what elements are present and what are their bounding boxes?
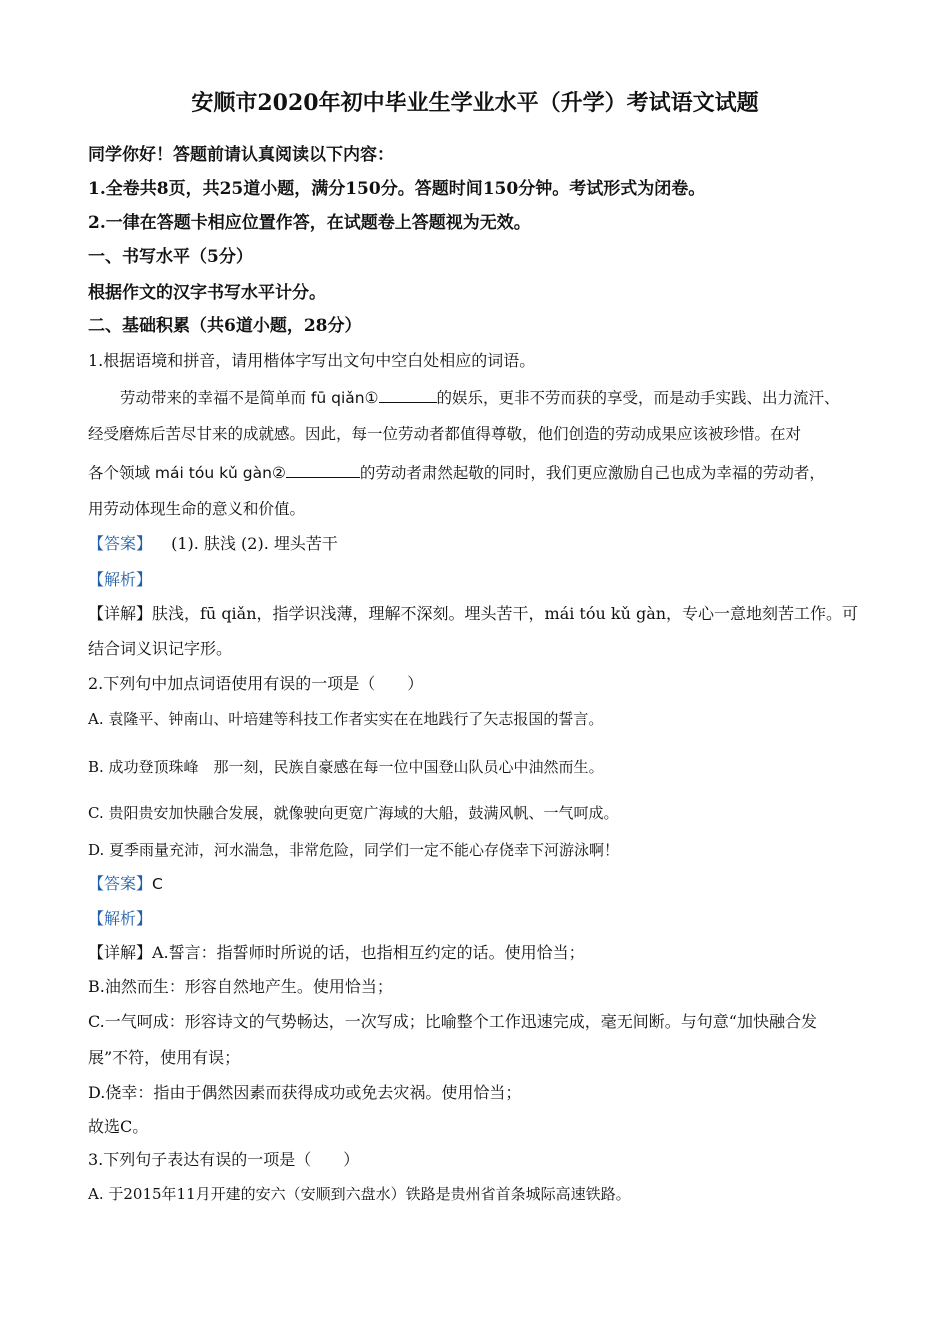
q1-passage-3b: 的劳动者肃然起敬的同时，我们更应激励自己也成为幸福的劳动者， <box>359 464 825 482</box>
q2-detail-b: B.油然而生：形容自然地产生。使用恰当； <box>88 977 393 996</box>
q1-passage-1b: 的娱乐，更非不劳而获的享受，而是动手实践、出力流汗、 <box>436 389 840 407</box>
intro-greeting: 同学你好！答题前请认真阅读以下内容： <box>88 145 394 165</box>
q2-detail-a: 【详解】A.誓言：指誓师时所说的话，也指相互约定的话。使用恰当； <box>88 943 585 962</box>
section1-heading: 一、书写水平（5分） <box>88 247 253 267</box>
blank-1 <box>379 386 437 403</box>
answer-tag: 【答案】 <box>88 874 153 893</box>
intro-note-1: 1.全卷共8页，共25道小题，满分150分。答题时间150分钟。考试形式为闭卷。 <box>88 179 706 199</box>
q1-detail-1: 【详解】肤浅，fū qiǎn，指学识浅薄，理解不深刻。埋头苦干，mái tóu kǔ gàn，专心一意地刻苦工作。可 <box>88 604 859 623</box>
q2-answer-text: C <box>152 875 163 893</box>
q2-stem: 2.下列句中加点词语使用有误的一项是（ ） <box>88 674 424 693</box>
q1-passage-3a: 各个领域 mái tóu kǔ gàn② <box>88 464 286 482</box>
q2-option-d: D. 夏季雨量充沛，河水湍急，非常危险，同学们一定不能心存侥幸下河游泳啊！ <box>88 841 620 859</box>
q1-detail-2: 结合词义识记字形。 <box>88 639 233 658</box>
exam-title: 安顺市2020年初中毕业生学业水平（升学）考试语文试题 <box>191 90 759 116</box>
q3-stem: 3.下列句子表达有误的一项是（ ） <box>88 1150 360 1169</box>
intro-note-2: 2.一律在答题卡相应位置作答，在试题卷上答题视为无效。 <box>88 213 531 233</box>
q2-option-a: A. 袁隆平、钟南山、叶培建等科技工作者实实在在地践行了矢志报国的誓言。 <box>88 710 604 728</box>
q2-answer <box>88 873 880 895</box>
q2-detail-c-2: 展”不符，使用有误； <box>88 1048 241 1067</box>
q1-passage-1a: 劳动带来的幸福不是简单而 fū qiǎn① <box>120 389 379 407</box>
q1-passage-line-4: 用劳动体现生命的意义和价值。 <box>88 500 306 518</box>
q2-detail-c-1: C.一气呵成：形容诗文的气势畅达，一次写成；比喻整个工作迅速完成，毫无间断。与句意“加快融合发 <box>88 1012 817 1031</box>
q1-stem: 1.根据语境和拼音，请用楷体字写出文句中空白处相应的词语。 <box>88 351 536 370</box>
q1-passage-line-3 <box>88 461 880 484</box>
q2-option-b: B. 成功登顶珠峰 那一刻，民族自豪感在每一位中国登山队员心中油然而生。 <box>88 758 604 776</box>
q1-passage-line-2: 经受磨炼后苦尽甘来的成就感。因此，每一位劳动者都值得尊敬，他们创造的劳动成果应该被珍惜。在对 <box>88 425 802 443</box>
q2-analysis-tag: 【解析】 <box>88 909 153 928</box>
blank-2 <box>286 461 360 478</box>
answer-tag: 【答案】 <box>88 534 153 553</box>
section1-desc: 根据作文的汉字书写水平计分。 <box>88 283 326 303</box>
q3-option-a: A. 于2015年11月开建的安六（安顺到六盘水）铁路是贵州省首条城际高速铁路。 <box>88 1185 631 1203</box>
q2-conclusion: 故选C。 <box>88 1117 149 1136</box>
q1-answer <box>88 533 880 555</box>
q1-answer-text: (1). 肤浅 (2). 埋头苦干 <box>166 534 338 553</box>
q2-detail-d: D.侥幸：指由于偶然因素而获得成功或免去灾祸。使用恰当； <box>88 1083 522 1102</box>
q2-option-c: C. 贵阳贵安加快融合发展，就像驶向更宽广海域的大船，鼓满风帆、一气呵成。 <box>88 804 619 822</box>
q1-analysis-tag: 【解析】 <box>88 570 153 589</box>
section2-heading: 二、基础积累（共6道小题，28分） <box>88 316 362 336</box>
q1-passage-line-1 <box>120 386 880 409</box>
